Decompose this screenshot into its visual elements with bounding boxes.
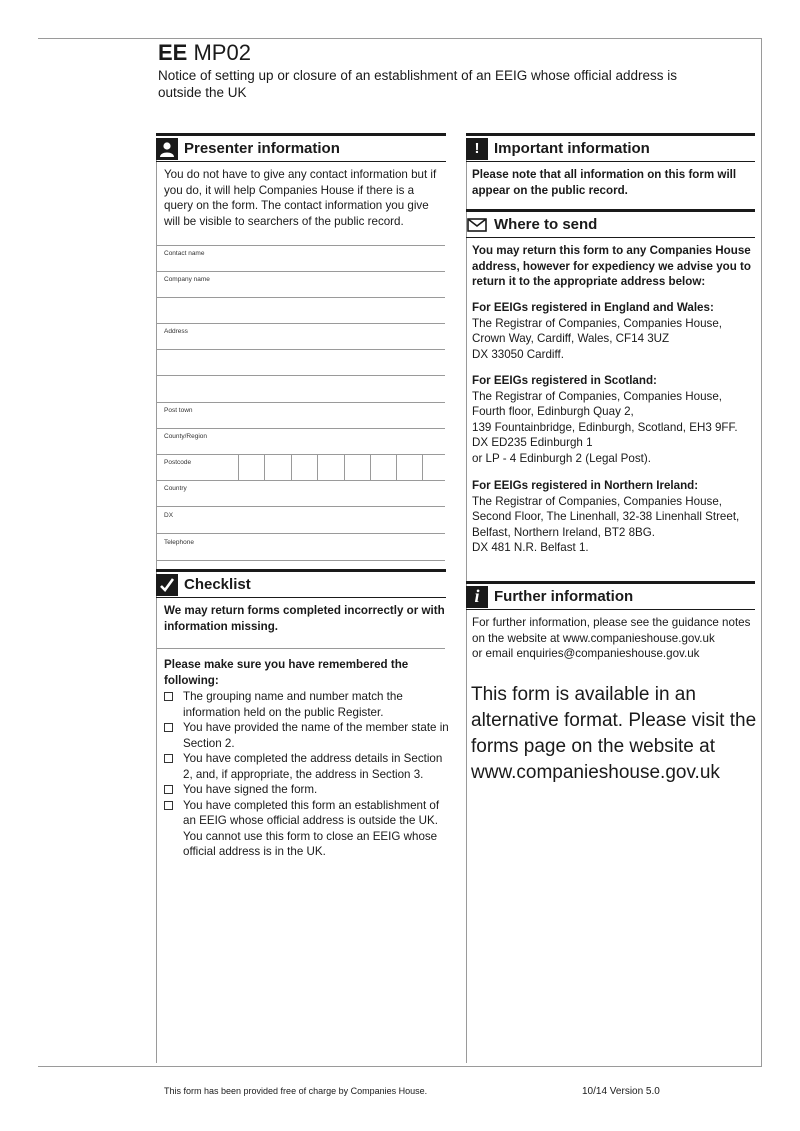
address-field-3[interactable] [157,377,445,403]
england-address-block: For EEIGs registered in England and Wales: The Registrar of Companies, Companies House, Crown Way, Cardiff, Wales, CF14 3UZ DX 33050 Cardiff. [472,301,723,361]
info-icon: i [466,586,488,608]
scotland-heading: For EEIGs registered in Scotland: [472,374,657,387]
important-section-title: Important information [494,140,650,157]
post-town-field[interactable]: Post town [157,403,445,429]
important-text: Please note that all information on this form will appear on the public record. [472,168,737,197]
checkbox-icon[interactable] [164,692,173,701]
further-info-text: For further information, please see the guidance notes on the website at www.companieshouse.gov.uk or email enquiries@companieshouse.gov.uk [472,616,751,660]
scotland-address-block: For EEIGs registered in Scotland: The Registrar of Companies, Companies House, Fourth floor, Edinburgh Quay 2, 139 Fountainbridge, Edinburgh, Scotland, EH3 9FF. DX ED235 Edinburgh 1 or LP - 4 Edinburgh 2 (Legal Post). [472,374,738,465]
checkmark-icon [156,574,178,596]
checklist-item[interactable]: The grouping name and number match the information held on the public Register. [164,689,454,720]
country-field[interactable]: Country [157,481,445,507]
dx-field[interactable]: DX [157,508,445,534]
form-code [158,40,251,66]
where-to-send-intro: You may return this form to any Companies House address, however for expediency we advise you to return it to the appropriate address below: [472,244,751,288]
form-code-bold: EE [158,40,188,65]
postcode-field[interactable]: Postcode [157,455,445,481]
northern-ireland-address-block: For EEIGs registered in Northern Ireland: The Registrar of Companies, Companies House, Second Floor, The Linenhall, 32-38 Linenhall Street, Belfast, Northern Ireland, BT2 8BG. DX 481 N.R. Belfast 1. [472,479,740,554]
checkbox-icon[interactable] [164,723,173,732]
contact-name-field[interactable]: Contact name [157,246,445,272]
checklist-item[interactable]: You have signed the form. [164,782,454,798]
footer-note: This form has been provided free of charge by Companies House. [164,1086,428,1096]
northern-ireland-heading: For EEIGs registered in Northern Ireland: [472,479,699,492]
postcode-box[interactable] [317,455,318,480]
checkbox-icon[interactable] [164,801,173,810]
postcode-box[interactable] [291,455,292,480]
checklist-section-header [156,569,446,598]
checklist-lead: Please make sure you have remembered the following: [164,658,409,687]
checklist-item[interactable]: You have provided the name of the member state in Section 2. [164,720,454,751]
alternative-format-notice: This form is available in an alternative format. Please visit the forms page on the website at www.companieshouse.gov.uk [471,684,757,783]
company-name-field-2[interactable] [157,298,445,324]
footer-version: 10/14 Version 5.0 [582,1086,660,1097]
presenter-intro: You do not have to give any contact information but if you do, it will help Companies House if there is a query on the form. The contact information you give will be visible to searchers of the public record. [164,168,437,228]
form-code-number: MP02 [193,40,251,65]
checkbox-icon[interactable] [164,785,173,794]
important-section-header [466,133,755,162]
postcode-box[interactable] [264,455,265,480]
bottom-rule [38,1066,762,1067]
postcode-box[interactable] [370,455,371,480]
person-icon [156,138,178,160]
postcode-box[interactable] [344,455,345,480]
exclamation-icon: ! [466,138,488,160]
further-info-section-header [466,581,755,610]
county-region-field[interactable]: County/Region [157,429,445,455]
checkbox-icon[interactable] [164,754,173,763]
checklist-section-title: Checklist [184,576,251,593]
checklist-warning: We may return forms completed incorrectly or with information missing. [164,604,445,633]
further-info-title: Further information [494,588,634,605]
form-title: Notice of setting up or closure of an establishment of an EEIG whose official address is outside the UK [158,68,678,100]
checklist-divider [157,648,445,649]
top-rule [38,38,762,39]
postcode-box[interactable] [396,455,397,480]
where-to-send-title: Where to send [494,216,598,233]
address-field[interactable]: Address [157,324,445,350]
checklist-item[interactable]: You have completed the address details in Section 2, and, if appropriate, the address in Section 3. [164,751,454,782]
presenter-section-title: Presenter information [184,140,340,157]
company-name-field[interactable]: Company name [157,272,445,298]
right-column-rule [466,159,467,1063]
where-to-send-section-header [466,209,755,238]
england-heading: For EEIGs registered in England and Wales: [472,301,714,314]
telephone-field[interactable]: Telephone [157,535,445,561]
postcode-box[interactable] [422,455,423,480]
checklist-item[interactable]: You have completed this form an establishment of an EEIG whose official address is outside the UK. You cannot use this form to close an EEIG whose official address is in the UK. [164,798,454,860]
checklist-items [164,689,454,860]
presenter-section-header [156,133,446,162]
postcode-box[interactable] [238,455,239,480]
envelope-icon [466,214,488,236]
address-field-2[interactable] [157,350,445,376]
